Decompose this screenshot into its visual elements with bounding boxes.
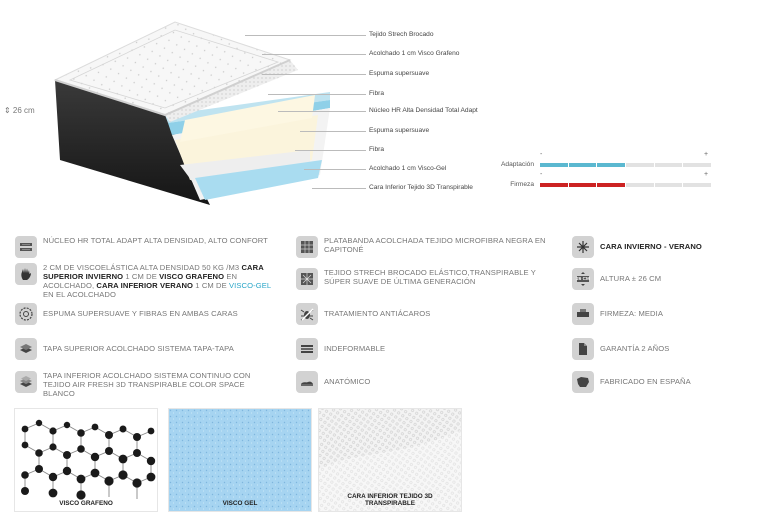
feature-core-text: NÚCLEO HR TOTAL ADAPT ALTA DENSIDAD, ALTO CONFORT [43,236,268,245]
feature-bottom-cover-text: TAPA INFERIOR ACOLCHADO SISTEMA CONTINUO CON TEJIDO AIR FRESH 3D TRANSPIRABLE COLOR SPACE BLANCO [43,371,251,398]
layer-leader-line [245,35,366,36]
scale-plus: + [704,151,709,158]
layers-icon [15,338,37,360]
hand-print-icon [15,263,37,285]
scale-segment [655,183,683,187]
feature-visco-layers [15,263,277,299]
anatomic-body-icon [296,371,318,393]
scale-name: Firmeza [510,181,534,188]
layer-leader-line [312,188,366,189]
visco-text-4: 1 CM DE [193,281,229,290]
feature-fabric [296,268,558,290]
scale-segment [597,163,625,167]
scale-plus: + [704,171,709,178]
scale-segment [540,163,568,167]
layer-label: Espuma supersuave [369,127,430,134]
feature-supersoft [15,303,277,325]
feature-height-text: ALTURA ± 26 CM [600,274,662,283]
feature-anti-mite [296,303,558,325]
quilted-grid-icon [296,236,318,258]
feature-guarantee [572,338,762,360]
feature-firmness-text: FIRMEZA: MEDIA [600,309,663,318]
swatch-3d-fabric [318,408,462,512]
stretch-fabric-icon [296,268,318,290]
spain-map-icon [572,371,594,393]
layer-label: Fibra [369,146,385,153]
scale-track [540,183,711,187]
layer-label: Acolchado 1 cm Visco-Gel [369,165,447,172]
scale-segment [569,163,597,167]
height-dimension-label: ⇕ 26 cm [4,106,35,115]
feature-winter-summer [572,236,762,258]
feature-bottom-cover [15,371,277,398]
guarantee-icon [572,338,594,360]
feature-border-text: PLATABANDA ACOLCHADA TEJIDO MICROFIBRA NEGRA EN CAPITONÉ [324,236,546,254]
scale-track [540,163,711,167]
scale-segment [626,163,654,167]
feature-made-in-spain-text: FABRICADO EN ESPAÑA [600,377,691,386]
feature-supersoft-text: ESPUMA SUPERSUAVE Y FIBRAS EN AMBAS CARAS [43,309,238,318]
firmness-icon [572,303,594,325]
visco-gel-label: VISCO-GEL [229,281,271,290]
non-deformable-icon [296,338,318,360]
scale-minus: - [540,171,543,178]
swirl-icon [15,303,37,325]
graphene-lattice-image [15,409,158,512]
layer-label: Espuma supersuave [369,70,430,77]
layer-label: Tejido Strech Brocado [369,31,434,38]
feature-top-cover [15,338,277,360]
visco-text-3: EN ACOLCHADO, [43,272,238,290]
feature-firmness [572,303,762,325]
summer-face-label: CARA INFERIOR VERANO [96,281,194,290]
visco-gel-texture-image [169,409,312,512]
feature-anatomic [296,371,558,393]
layer-label: Núcleo HR Alta Densidad Total Adapt [369,107,478,114]
scale-segment [569,183,597,187]
swatch-visco-grafeno-caption: VISCO GRAFENO [59,500,113,507]
scale-segment [683,183,711,187]
layer-label: Acolchado 1 cm Visco Grafeno [369,50,460,57]
visco-text-1: 2 CM DE VISCOELÁSTICA ALTA DENSIDAD 50 KG /M3 [43,263,242,272]
layer-leader-line [278,111,366,112]
swatch-visco-gel-caption: VISCO GEL [222,500,258,507]
winter-face-label: CARA SUPERIOR INVIERNO [43,263,264,281]
swatch-visco-gel [168,408,312,512]
layer-leader-line [300,131,366,132]
feature-visco-layers-text [43,263,277,299]
scale-segment [597,183,625,187]
layer-label: Cara Inferior Tejido 3D Transpirable [369,184,473,191]
feature-anatomic-text: ANATÓMICO [324,377,371,386]
feature-non-deformable [296,338,558,360]
layer-leader-line [304,169,366,170]
fabric-layers-icon [15,371,37,393]
feature-fabric-text: TEJIDO STRECH BROCADO ELÁSTICO,TRANSPIRABLE Y SÚPER SUAVE DE ÚLTIMA GENERACIÓN [324,268,536,286]
feature-made-in-spain [572,371,762,393]
feature-guarantee-text: GARANTÍA 2 AÑOS [600,344,670,353]
scale-segment [655,163,683,167]
scale-segment [540,183,568,187]
scale-name: Adaptación [501,161,534,168]
foam-block-icon [15,236,37,258]
layer-leader-line [268,94,366,95]
scale-minus: - [540,151,543,158]
winter-summer-icon [572,236,594,258]
height-icon-label: 26 CM [576,276,590,281]
swatch-3d-fabric-caption: CARA INFERIOR TEJIDO 3D TRANSPIRABLE [347,493,433,507]
feature-core [15,236,277,258]
mattress-diagram [0,0,770,212]
visco-text-2: 1 CM DE [123,272,160,281]
feature-top-cover-text: TAPA SUPERIOR ACOLCHADO SISTEMA TAPA-TAPA [43,344,234,353]
feature-winter-summer-text: CARA INVIERNO - VERANO [600,242,702,251]
feature-anti-mite-text: TRATAMIENTO ANTIÁCAROS [324,309,431,318]
anti-mite-icon [296,303,318,325]
swatch-visco-grafeno [14,408,158,512]
layer-leader-line [262,74,366,75]
layer-label: Fibra [369,90,385,97]
scale-segment [626,183,654,187]
height-icon [572,268,594,290]
visco-grafeno-label: VISCO GRAFENO [159,272,225,281]
feature-height [572,268,762,290]
feature-border [296,236,558,258]
feature-non-deformable-text: INDEFORMABLE [324,344,386,353]
scale-segment [683,163,711,167]
layer-leader-line [295,150,366,151]
layer-leader-line [262,54,366,55]
visco-text-5: EN EL ACOLCHADO [43,290,116,299]
